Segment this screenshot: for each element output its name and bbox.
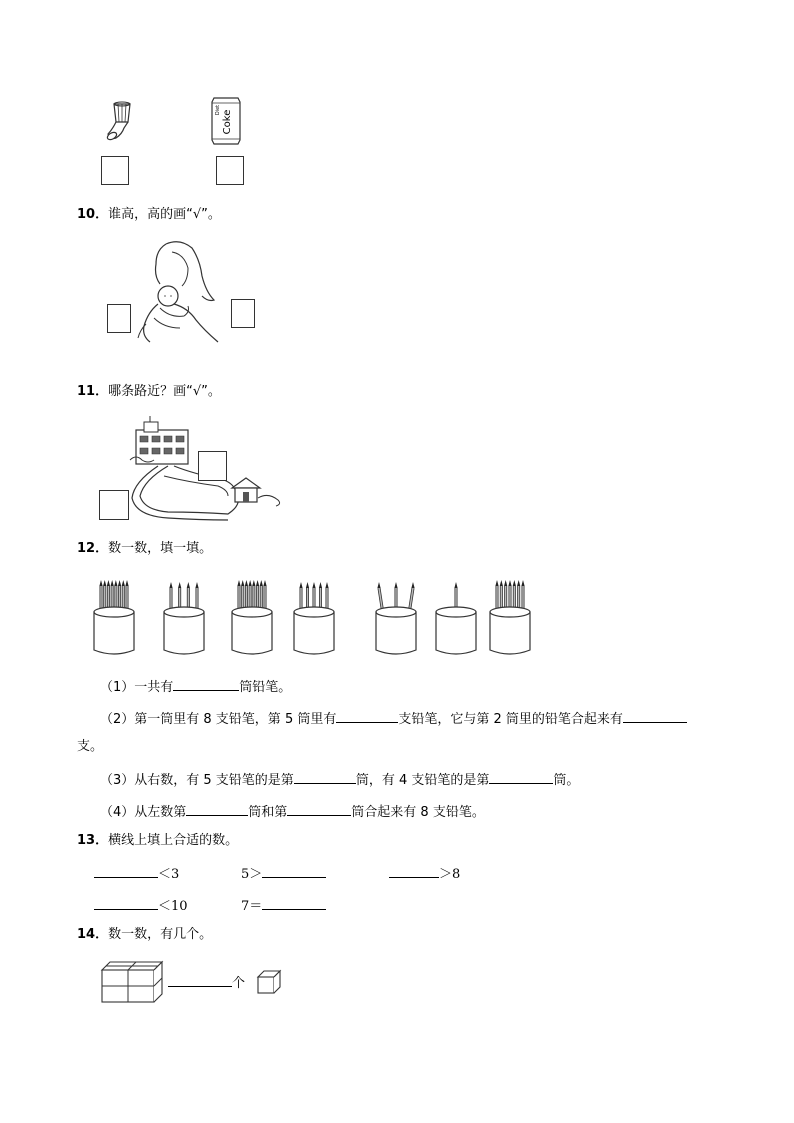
answer-box-baby[interactable] xyxy=(107,304,131,333)
q13-expr-5 xyxy=(241,896,326,915)
pencil-cup xyxy=(164,582,204,654)
q12-blank-sum-pencils[interactable] xyxy=(623,709,687,723)
q12-blank-left-cup-a[interactable] xyxy=(186,802,248,816)
q12-sub2-part1: （2）第一筒里有 8 支铅笔，第 5 筒里有 xyxy=(100,712,337,727)
q13-blank-3[interactable] xyxy=(389,864,439,878)
q12-blank-cup5-pencils[interactable] xyxy=(336,709,398,723)
q12-sub2-part2: 支铅笔，它与第 2 筒里的铅笔合起来有 xyxy=(398,712,623,727)
coke-can-text: Coke xyxy=(222,109,233,135)
q13-expr-2-num: 5 xyxy=(241,867,250,882)
q12-sub4 xyxy=(100,802,485,821)
answer-box-coke[interactable] xyxy=(216,156,244,185)
q13-expr-5-op: ＝ xyxy=(249,899,263,914)
cube-stack-image xyxy=(100,960,164,1004)
q12-sub2 xyxy=(100,709,687,728)
answer-box-shuttlecock[interactable] xyxy=(101,156,129,185)
answer-box-lower-road[interactable] xyxy=(99,490,129,520)
q12-sub4-part3: 筒合起来有 8 支铅笔。 xyxy=(351,805,485,820)
question-12 xyxy=(77,541,212,557)
q13-expr-3 xyxy=(389,864,460,883)
q13-expr-2 xyxy=(241,864,326,883)
q12-sub1-suffix: 筒铅笔。 xyxy=(239,680,292,695)
q12-sub2-end xyxy=(77,739,103,755)
q12-sub1-prefix: （1）一共有 xyxy=(100,680,174,695)
pencil-cup xyxy=(436,582,476,654)
single-cube-icon xyxy=(256,969,282,995)
q12-sub3 xyxy=(100,770,579,789)
pencil-cup xyxy=(94,580,134,654)
question-13 xyxy=(77,833,238,849)
q13-expr-4-text: ＜10 xyxy=(158,899,188,914)
q13-blank-1[interactable] xyxy=(94,864,158,878)
q13-blank-2[interactable] xyxy=(262,864,326,878)
q13-expr-2-op: ＞ xyxy=(249,867,263,882)
q13-blank-5[interactable] xyxy=(262,896,326,910)
answer-box-upper-road[interactable] xyxy=(198,451,227,481)
question-10-number: 10． xyxy=(77,207,109,222)
q12-sub3-part1: （3）从右数，有 5 支铅笔的是第 xyxy=(100,773,294,788)
pencil-cup xyxy=(294,582,334,654)
q14-answer xyxy=(168,973,245,992)
coke-can-small-text: Diet xyxy=(215,104,221,116)
pencil-cup xyxy=(232,580,272,654)
q12-sub4-part2: 筒和第 xyxy=(248,805,288,820)
q12-sub1 xyxy=(100,677,291,696)
q14-unit: 个 xyxy=(232,976,246,991)
question-11-text: 哪条路近？画“√”。 xyxy=(108,384,221,399)
answer-box-mother[interactable] xyxy=(231,299,255,328)
question-10-text: 谁高，高的画“√”。 xyxy=(108,207,221,222)
question-13-number: 13． xyxy=(77,833,109,848)
q14-blank[interactable] xyxy=(168,973,232,987)
question-12-text: 数一数，填一填。 xyxy=(108,541,213,556)
question-10 xyxy=(77,207,221,223)
q13-expr-1 xyxy=(94,864,179,883)
q12-blank-five-pencil-cup[interactable] xyxy=(294,770,356,784)
q12-blank-left-cup-b[interactable] xyxy=(287,802,351,816)
question-11 xyxy=(77,384,221,400)
q13-expr-5-num: 7 xyxy=(241,899,250,914)
question-13-text: 横线上填上合适的数。 xyxy=(108,833,239,848)
question-14-text: 数一数，有几个。 xyxy=(108,927,213,942)
question-11-number: 11． xyxy=(77,384,109,399)
coke-can-image xyxy=(208,94,244,146)
pencil-cup xyxy=(490,580,530,654)
q12-blank-total-cups[interactable] xyxy=(173,677,239,691)
q13-expr-3-text: ＞8 xyxy=(439,867,461,882)
pencil-cup xyxy=(376,582,416,654)
q12-sub2-part3: 支。 xyxy=(77,739,104,754)
q12-sub3-part3: 筒。 xyxy=(553,773,580,788)
shuttlecock-image xyxy=(100,100,140,145)
mother-baby-image xyxy=(134,238,224,346)
q12-sub4-part1: （4）从左数第 xyxy=(100,805,187,820)
q13-expr-1-text: ＜3 xyxy=(158,867,180,882)
question-14 xyxy=(77,927,212,943)
q12-blank-four-pencil-cup[interactable] xyxy=(489,770,553,784)
question-14-number: 14． xyxy=(77,927,109,942)
q13-expr-4 xyxy=(94,896,188,915)
pencil-cups-image xyxy=(90,574,540,658)
q13-blank-4[interactable] xyxy=(94,896,158,910)
q12-sub3-part2: 筒，有 4 支铅笔的是第 xyxy=(355,773,490,788)
question-12-number: 12． xyxy=(77,541,109,556)
